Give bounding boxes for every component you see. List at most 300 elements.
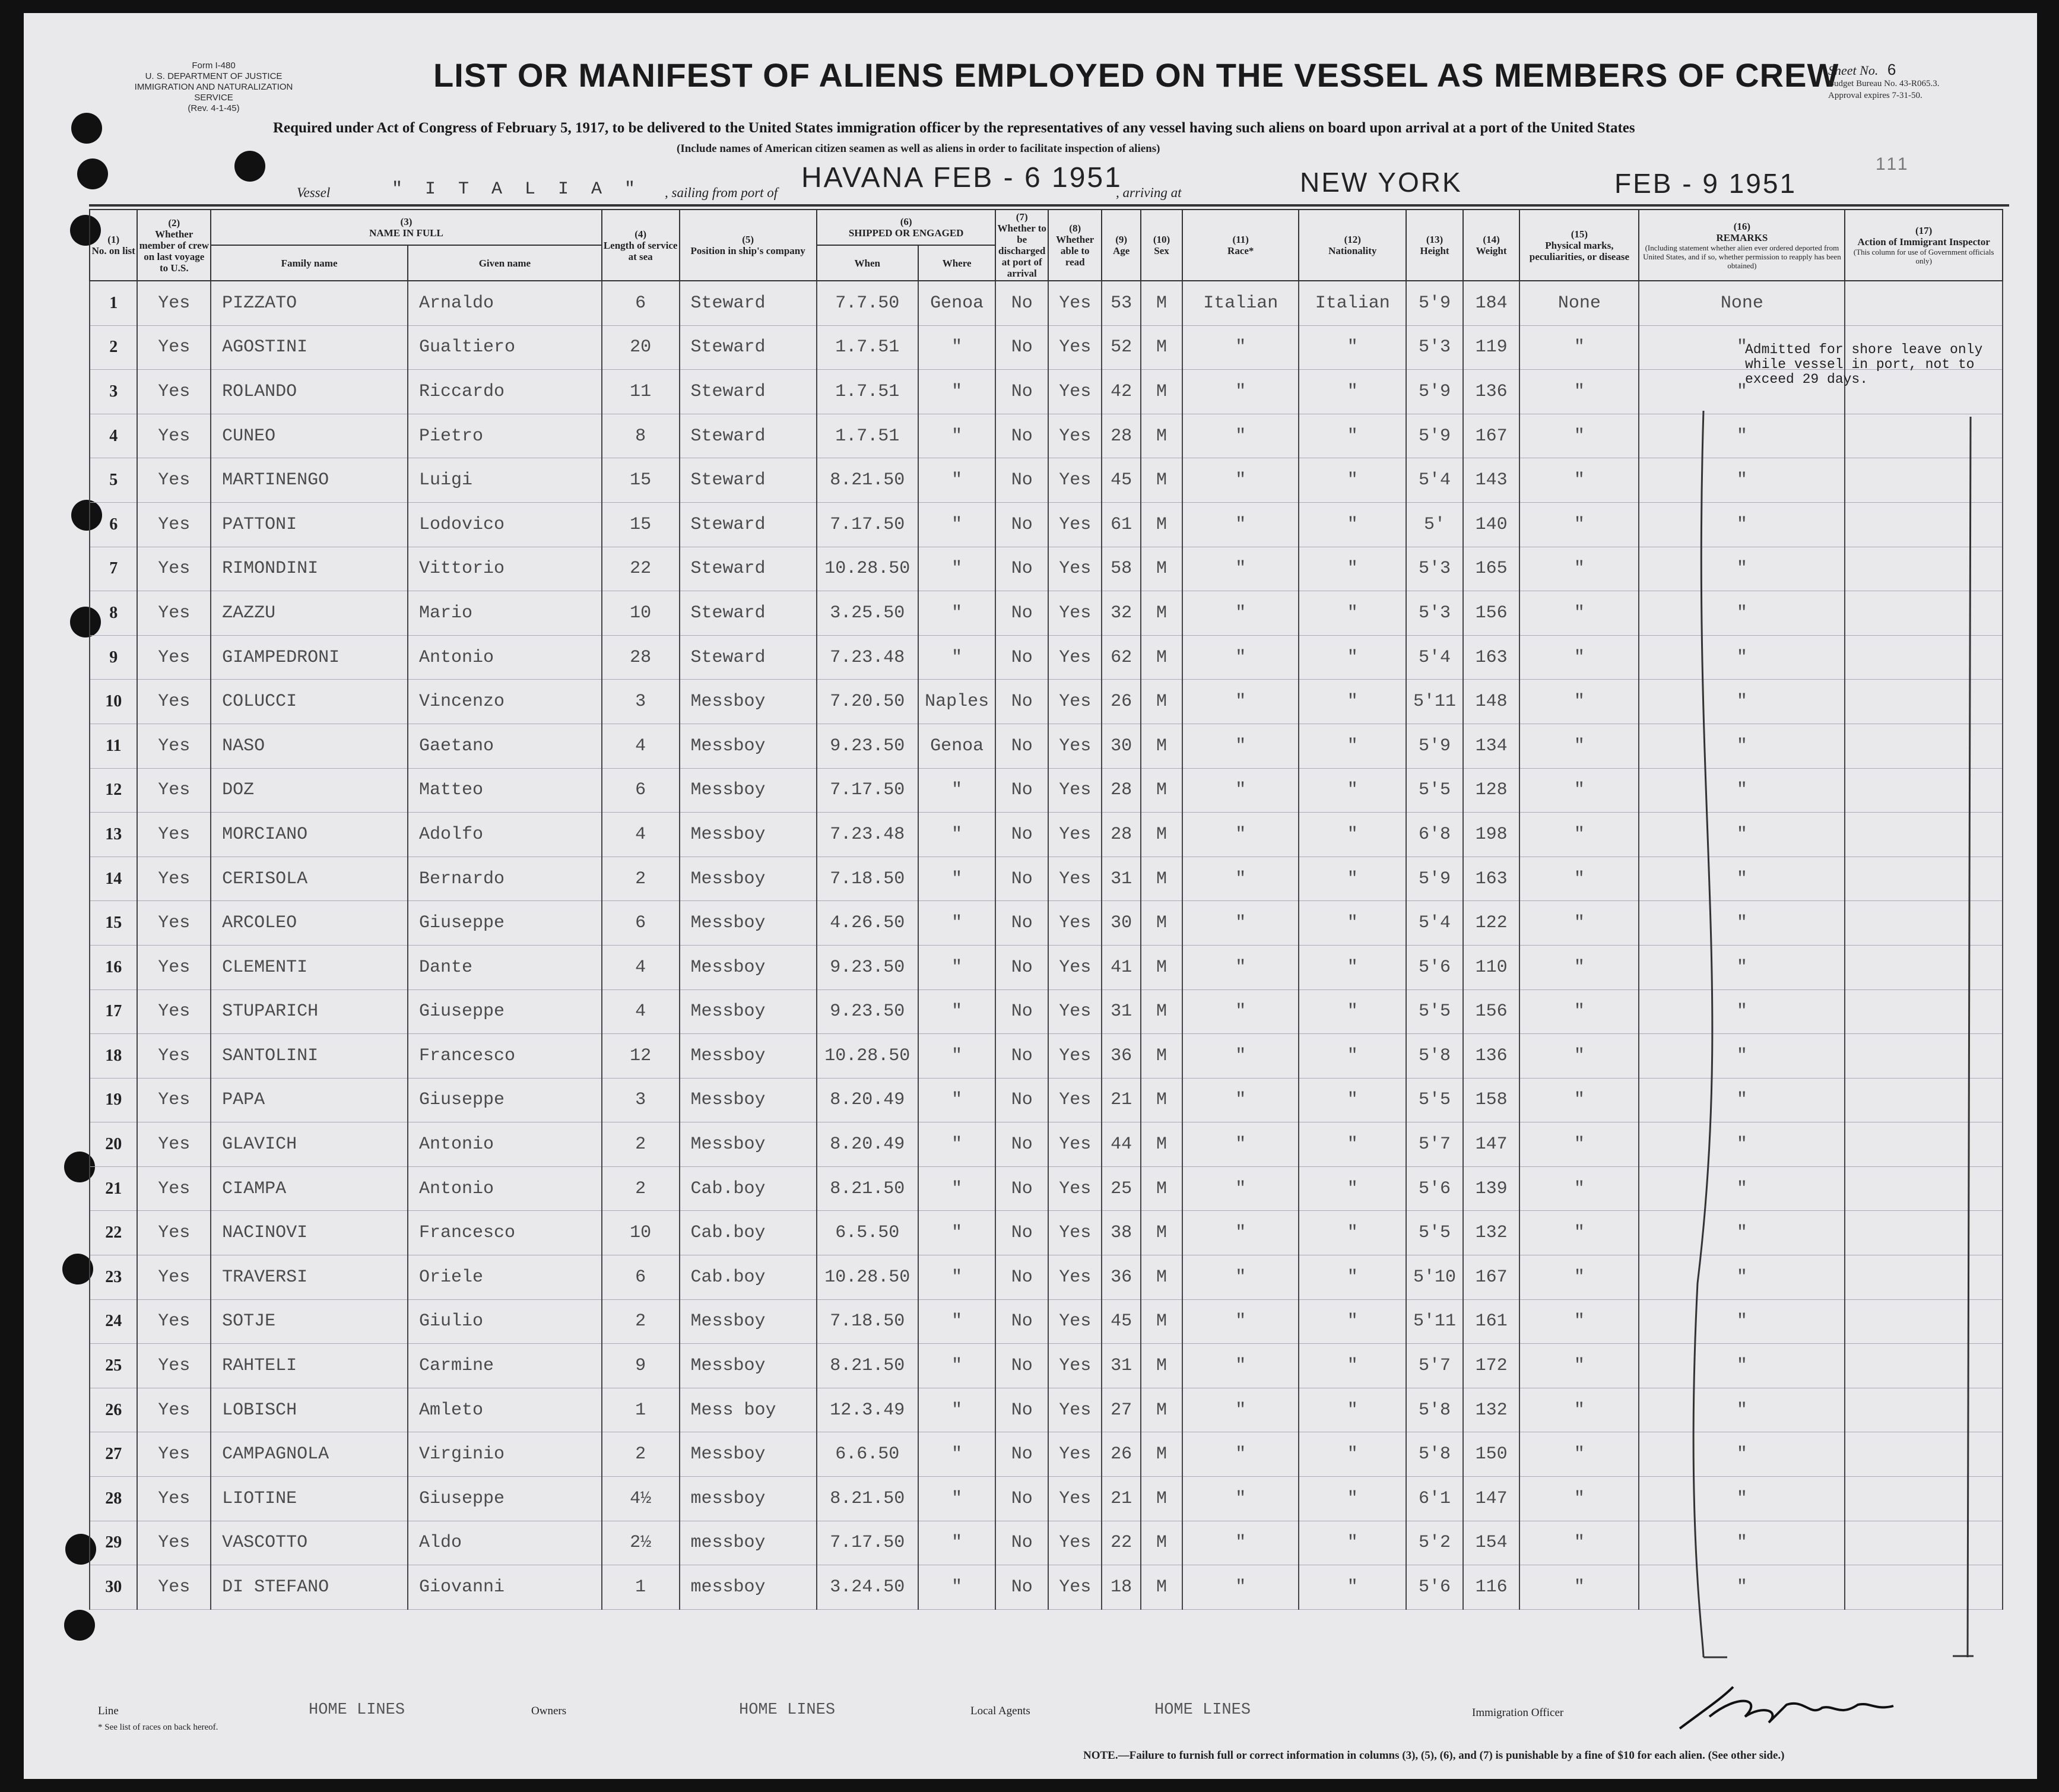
cell-age: 30 (1102, 724, 1140, 768)
cell-prior-voyage: Yes (137, 680, 211, 724)
cell-race: " (1182, 768, 1299, 813)
cell-prior-voyage: Yes (137, 901, 211, 946)
cell-age: 25 (1102, 1166, 1140, 1211)
cell-prior-voyage: Yes (137, 1521, 211, 1565)
cell-list-number: 9 (90, 635, 137, 680)
cell-prior-voyage: Yes (137, 281, 211, 325)
cell-engaged-place: " (918, 1477, 996, 1521)
cell-engaged-place: " (918, 1122, 996, 1167)
cell-service-years: 3 (602, 680, 680, 724)
cell-sex: M (1141, 1034, 1182, 1079)
sheet-label: Sheet No. (1828, 63, 1879, 78)
cell-remarks: " (1639, 989, 1845, 1034)
cell-physical-marks: " (1519, 857, 1639, 901)
cell-remarks: " (1639, 1521, 1845, 1565)
cell-physical-marks: None (1519, 281, 1639, 325)
cell-service-years: 11 (602, 370, 680, 414)
cell-engaged-date: 7.17.50 (817, 502, 918, 547)
punch-hole (71, 113, 102, 144)
cell-remarks: " (1639, 325, 1845, 370)
cell-physical-marks: " (1519, 1211, 1639, 1255)
cell-able-to-read: Yes (1048, 1388, 1102, 1432)
cell-height: 5'3 (1406, 325, 1463, 370)
cell-position: Steward (680, 502, 817, 547)
cell-position: Steward (680, 591, 817, 636)
cell-nationality: " (1299, 458, 1406, 503)
cell-physical-marks: " (1519, 768, 1639, 813)
shore-leave-note: Admitted for shore leave only while vessel in port, not to exceed 29 days. (1745, 342, 1983, 387)
cell-prior-voyage: Yes (137, 945, 211, 989)
cell-weight: 165 (1463, 547, 1520, 591)
cell-height: 5'8 (1406, 1388, 1463, 1432)
cell-list-number: 5 (90, 458, 137, 503)
cell-weight: 134 (1463, 724, 1520, 768)
cell-weight: 132 (1463, 1388, 1520, 1432)
cell-engaged-date: 8.21.50 (817, 458, 918, 503)
cell-nationality: " (1299, 1344, 1406, 1388)
cell-sex: M (1141, 768, 1182, 813)
cell-service-years: 1 (602, 1565, 680, 1610)
cell-list-number: 26 (90, 1388, 137, 1432)
cell-engaged-date: 3.25.50 (817, 591, 918, 636)
cell-prior-voyage: Yes (137, 1166, 211, 1211)
cell-able-to-read: Yes (1048, 281, 1102, 325)
cell-race: " (1182, 813, 1299, 857)
cell-height: 5'5 (1406, 768, 1463, 813)
cell-given-name: Dante (408, 945, 602, 989)
header-rule (89, 204, 2009, 207)
cell-prior-voyage: Yes (137, 635, 211, 680)
cell-age: 30 (1102, 901, 1140, 946)
cell-discharge: No (995, 1078, 1048, 1122)
cell-given-name: Giuseppe (408, 1477, 602, 1521)
cell-height: 5'6 (1406, 1166, 1463, 1211)
cell-list-number: 15 (90, 901, 137, 946)
cell-nationality: " (1299, 1388, 1406, 1432)
cell-position: messboy (680, 1521, 817, 1565)
cell-service-years: 9 (602, 1344, 680, 1388)
cell-race: " (1182, 414, 1299, 458)
cell-weight: 136 (1463, 370, 1520, 414)
cell-service-years: 3 (602, 1078, 680, 1122)
col-inspector-action-header: (17) Action of Immigrant Inspector (This column for use of Government officials only) (1845, 210, 2003, 281)
cell-service-years: 15 (602, 458, 680, 503)
cell-engaged-date: 4.26.50 (817, 901, 918, 946)
cell-service-years: 6 (602, 281, 680, 325)
cell-given-name: Antonio (408, 1166, 602, 1211)
cell-age: 28 (1102, 414, 1140, 458)
table-row (90, 281, 2003, 325)
punch-hole (234, 151, 265, 182)
cell-age: 36 (1102, 1255, 1140, 1300)
cell-weight: 198 (1463, 813, 1520, 857)
penalty-note: NOTE.—Failure to furnish full or correct information in columns (3), (5), (6), and (7) is punishable by a fine of $10 for each alien. (See other side.) (1083, 1749, 1785, 1762)
approval-expiry: Approval expires 7-31-50. (1828, 91, 1922, 100)
cell-height: 6'8 (1406, 813, 1463, 857)
cell-position: Messboy (680, 989, 817, 1034)
cell-height: 5'9 (1406, 724, 1463, 768)
cell-physical-marks: " (1519, 1344, 1639, 1388)
cell-height: 5'11 (1406, 1299, 1463, 1344)
cell-race: " (1182, 1255, 1299, 1300)
cell-race: " (1182, 1565, 1299, 1610)
cell-family-name: MORCIANO (211, 813, 408, 857)
cell-able-to-read: Yes (1048, 370, 1102, 414)
cell-able-to-read: Yes (1048, 1299, 1102, 1344)
cell-position: Steward (680, 547, 817, 591)
sheet-number: 6 (1887, 61, 1896, 78)
cell-engaged-date: 1.7.51 (817, 370, 918, 414)
cell-weight: 116 (1463, 1565, 1520, 1610)
cell-race: " (1182, 1034, 1299, 1079)
owners-label: Owners (531, 1705, 567, 1717)
cell-service-years: 4 (602, 724, 680, 768)
cell-discharge: No (995, 325, 1048, 370)
cell-discharge: No (995, 1211, 1048, 1255)
cell-race: " (1182, 680, 1299, 724)
cell-nationality: " (1299, 1255, 1406, 1300)
cell-given-name: Gaetano (408, 724, 602, 768)
cell-height: 5'4 (1406, 458, 1463, 503)
cell-able-to-read: Yes (1048, 1122, 1102, 1167)
col-physical-marks-header: (15) Physical marks, peculiarities, or disease (1519, 210, 1639, 281)
cell-list-number: 13 (90, 813, 137, 857)
cell-weight: 143 (1463, 458, 1520, 503)
cell-able-to-read: Yes (1048, 901, 1102, 946)
cell-race: " (1182, 370, 1299, 414)
cell-prior-voyage: Yes (137, 1344, 211, 1388)
cell-nationality: " (1299, 1122, 1406, 1167)
cell-able-to-read: Yes (1048, 724, 1102, 768)
cell-physical-marks: " (1519, 1078, 1639, 1122)
cell-weight: 172 (1463, 1344, 1520, 1388)
cell-sex: M (1141, 591, 1182, 636)
cell-position: Messboy (680, 680, 817, 724)
cell-discharge: No (995, 1432, 1048, 1477)
cell-nationality: " (1299, 857, 1406, 901)
cell-weight: 128 (1463, 768, 1520, 813)
cell-inspector-action (1845, 281, 2003, 325)
cell-position: Messboy (680, 724, 817, 768)
cell-sex: M (1141, 458, 1182, 503)
cell-weight: 163 (1463, 857, 1520, 901)
cell-family-name: CLEMENTI (211, 945, 408, 989)
cell-sex: M (1141, 724, 1182, 768)
cell-race: " (1182, 1432, 1299, 1477)
cell-weight: 147 (1463, 1122, 1520, 1167)
cell-able-to-read: Yes (1048, 1521, 1102, 1565)
cell-discharge: No (995, 458, 1048, 503)
cell-nationality: " (1299, 370, 1406, 414)
cell-engaged-place: " (918, 1344, 996, 1388)
cell-list-number: 7 (90, 547, 137, 591)
cell-engaged-place: " (918, 1565, 996, 1610)
cell-engaged-date: 7.17.50 (817, 1521, 918, 1565)
cell-service-years: 22 (602, 547, 680, 591)
cell-weight: 167 (1463, 414, 1520, 458)
col-discharge-header: (7) Whether to be discharged at port of arrival (995, 210, 1048, 281)
cell-age: 38 (1102, 1211, 1140, 1255)
cell-nationality: " (1299, 1078, 1406, 1122)
cell-remarks: " (1639, 458, 1845, 503)
cell-list-number: 6 (90, 502, 137, 547)
cell-prior-voyage: Yes (137, 547, 211, 591)
cell-remarks: " (1639, 813, 1845, 857)
cell-age: 26 (1102, 680, 1140, 724)
vessel-label: Vessel (297, 185, 331, 200)
cell-engaged-place: " (918, 458, 996, 503)
cell-sex: M (1141, 945, 1182, 989)
cell-service-years: 4 (602, 813, 680, 857)
budget-number: Budget Bureau No. 43-R065.3. (1828, 79, 1940, 88)
cell-physical-marks: " (1519, 1477, 1639, 1521)
cell-service-years: 20 (602, 325, 680, 370)
col-service-header: (4) Length of service at sea (602, 210, 680, 281)
cell-height: 5'7 (1406, 1344, 1463, 1388)
cell-sex: M (1141, 547, 1182, 591)
arriving-label: , arriving at (1116, 185, 1182, 200)
punch-hole (64, 1610, 95, 1641)
form-id-block (125, 61, 303, 114)
cell-list-number: 16 (90, 945, 137, 989)
cell-race: " (1182, 325, 1299, 370)
cell-sex: M (1141, 281, 1182, 325)
cell-remarks: " (1639, 370, 1845, 414)
cell-prior-voyage: Yes (137, 414, 211, 458)
cell-weight: 139 (1463, 1166, 1520, 1211)
cell-engaged-place: " (918, 1388, 996, 1432)
cell-engaged-place: " (918, 1034, 996, 1079)
cell-prior-voyage: Yes (137, 1078, 211, 1122)
cell-position: Messboy (680, 813, 817, 857)
cell-given-name: Giuseppe (408, 1078, 602, 1122)
cell-engaged-place: " (918, 1521, 996, 1565)
cell-height: 5'9 (1406, 414, 1463, 458)
cell-engaged-date: 7.7.50 (817, 281, 918, 325)
cell-remarks: " (1639, 1211, 1845, 1255)
cell-prior-voyage: Yes (137, 502, 211, 547)
arrival-date-stamp: FEB - 9 1951 (1614, 168, 1797, 199)
cell-position: Cab.boy (680, 1166, 817, 1211)
cell-physical-marks: " (1519, 1299, 1639, 1344)
cell-position: Steward (680, 370, 817, 414)
cell-family-name: STUPARICH (211, 989, 408, 1034)
cell-engaged-place: Genoa (918, 724, 996, 768)
cell-height: 5'8 (1406, 1432, 1463, 1477)
cell-prior-voyage: Yes (137, 1565, 211, 1610)
cell-service-years: 8 (602, 414, 680, 458)
cell-list-number: 21 (90, 1166, 137, 1211)
cell-service-years: 15 (602, 502, 680, 547)
cell-physical-marks: " (1519, 635, 1639, 680)
cell-sex: M (1141, 680, 1182, 724)
cell-engaged-place: Genoa (918, 281, 996, 325)
cell-engaged-date: 12.3.49 (817, 1388, 918, 1432)
cell-engaged-date: 3.24.50 (817, 1565, 918, 1610)
cell-given-name: Bernardo (408, 857, 602, 901)
cell-height: 5'2 (1406, 1521, 1463, 1565)
cell-nationality: " (1299, 945, 1406, 989)
cell-prior-voyage: Yes (137, 989, 211, 1034)
cell-position: Mess boy (680, 1388, 817, 1432)
cell-age: 58 (1102, 547, 1140, 591)
cell-service-years: 4 (602, 989, 680, 1034)
cell-engaged-date: 9.23.50 (817, 724, 918, 768)
cell-age: 28 (1102, 768, 1140, 813)
cell-sex: M (1141, 1166, 1182, 1211)
cell-list-number: 1 (90, 281, 137, 325)
cell-nationality: " (1299, 901, 1406, 946)
cell-list-number: 28 (90, 1477, 137, 1521)
cell-age: 45 (1102, 1299, 1140, 1344)
cell-list-number: 3 (90, 370, 137, 414)
cell-given-name: Oriele (408, 1255, 602, 1300)
col-read-header: (8) Whether able to read (1048, 210, 1102, 281)
cell-position: Steward (680, 281, 817, 325)
col-where-header: Where (918, 245, 996, 281)
cell-remarks: " (1639, 591, 1845, 636)
cell-given-name: Vincenzo (408, 680, 602, 724)
cell-engaged-place: " (918, 857, 996, 901)
cell-remarks: " (1639, 1344, 1845, 1388)
cell-nationality: " (1299, 1521, 1406, 1565)
cell-height: 5'4 (1406, 635, 1463, 680)
cell-physical-marks: " (1519, 813, 1639, 857)
cell-service-years: 6 (602, 901, 680, 946)
cell-height: 5'9 (1406, 370, 1463, 414)
cell-weight: 161 (1463, 1299, 1520, 1344)
cell-age: 27 (1102, 1388, 1140, 1432)
cell-engaged-place: " (918, 1432, 996, 1477)
cell-list-number: 23 (90, 1255, 137, 1300)
cell-sex: M (1141, 502, 1182, 547)
cell-family-name: PAPA (211, 1078, 408, 1122)
cell-engaged-date: 6.6.50 (817, 1432, 918, 1477)
cell-nationality: " (1299, 1565, 1406, 1610)
cell-position: Messboy (680, 1078, 817, 1122)
cell-prior-voyage: Yes (137, 857, 211, 901)
cell-sex: M (1141, 1078, 1182, 1122)
cell-remarks: " (1639, 1565, 1845, 1610)
cell-age: 28 (1102, 813, 1140, 857)
cell-race: " (1182, 1388, 1299, 1432)
cell-remarks: " (1639, 1034, 1845, 1079)
cell-nationality: " (1299, 768, 1406, 813)
owners-value: HOME LINES (739, 1701, 836, 1719)
cell-list-number: 20 (90, 1122, 137, 1167)
cell-physical-marks: " (1519, 591, 1639, 636)
cell-given-name: Giovanni (408, 1565, 602, 1610)
cell-engaged-place: " (918, 414, 996, 458)
cell-nationality: " (1299, 813, 1406, 857)
cell-able-to-read: Yes (1048, 458, 1102, 503)
col-sex-header: (10) Sex (1141, 210, 1182, 281)
cell-sex: M (1141, 1255, 1182, 1300)
col-shipped-header: (6) SHIPPED OR ENGAGED (817, 210, 996, 245)
cell-engaged-date: 8.20.49 (817, 1122, 918, 1167)
col-age-header: (9) Age (1102, 210, 1140, 281)
cell-sex: M (1141, 370, 1182, 414)
cell-sex: M (1141, 813, 1182, 857)
cell-physical-marks: " (1519, 1166, 1639, 1211)
cell-age: 42 (1102, 370, 1140, 414)
races-note: * See list of races on back hereof. (98, 1723, 218, 1732)
cell-nationality: " (1299, 680, 1406, 724)
cell-weight: 136 (1463, 1034, 1520, 1079)
cell-list-number: 24 (90, 1299, 137, 1344)
manifest-sheet (24, 13, 2037, 1779)
cell-age: 62 (1102, 635, 1140, 680)
cell-race: " (1182, 1299, 1299, 1344)
local-agents-value: HOME LINES (1154, 1701, 1251, 1719)
cell-able-to-read: Yes (1048, 1166, 1102, 1211)
cell-given-name: Giuseppe (408, 989, 602, 1034)
cell-given-name: Carmine (408, 1344, 602, 1388)
cell-engaged-date: 8.21.50 (817, 1477, 918, 1521)
cell-engaged-place: " (918, 1299, 996, 1344)
sheet-number-block (1828, 61, 1896, 79)
cell-engaged-place: " (918, 547, 996, 591)
cell-discharge: No (995, 813, 1048, 857)
cell-prior-voyage: Yes (137, 1477, 211, 1521)
cell-service-years: 12 (602, 1034, 680, 1079)
cell-race: " (1182, 901, 1299, 946)
cell-discharge: No (995, 1388, 1048, 1432)
cell-position: Cab.boy (680, 1211, 817, 1255)
cell-nationality: " (1299, 1211, 1406, 1255)
cell-age: 52 (1102, 325, 1140, 370)
cell-prior-voyage: Yes (137, 813, 211, 857)
cell-position: Messboy (680, 1299, 817, 1344)
cell-sex: M (1141, 1432, 1182, 1477)
agency-service: IMMIGRATION AND NATURALIZATION SERVICE (134, 82, 293, 103)
cell-able-to-read: Yes (1048, 547, 1102, 591)
cell-prior-voyage: Yes (137, 1122, 211, 1167)
cell-discharge: No (995, 1477, 1048, 1521)
col-when-header: When (817, 245, 918, 281)
cell-height: 5'3 (1406, 591, 1463, 636)
cell-given-name: Adolfo (408, 813, 602, 857)
cell-position: messboy (680, 1477, 817, 1521)
cell-prior-voyage: Yes (137, 1388, 211, 1432)
cell-given-name: Matteo (408, 768, 602, 813)
cell-physical-marks: " (1519, 458, 1639, 503)
cell-sex: M (1141, 1344, 1182, 1388)
cell-able-to-read: Yes (1048, 591, 1102, 636)
cell-weight: 140 (1463, 502, 1520, 547)
cell-remarks: " (1639, 768, 1845, 813)
cell-remarks: " (1639, 635, 1845, 680)
cell-height: 5'10 (1406, 1255, 1463, 1300)
cell-remarks: " (1639, 547, 1845, 591)
cell-weight: 132 (1463, 1211, 1520, 1255)
cell-discharge: No (995, 370, 1048, 414)
cell-list-number: 10 (90, 680, 137, 724)
cell-position: Steward (680, 458, 817, 503)
cell-nationality: " (1299, 1034, 1406, 1079)
col-name-header: (3) NAME IN FULL (211, 210, 602, 245)
cell-remarks: " (1639, 502, 1845, 547)
cell-race: " (1182, 635, 1299, 680)
col-given-name-header: Given name (408, 245, 602, 281)
cell-physical-marks: " (1519, 1388, 1639, 1432)
cell-remarks: " (1639, 1299, 1845, 1344)
cell-weight: 122 (1463, 901, 1520, 946)
cell-sex: M (1141, 1565, 1182, 1610)
cell-age: 26 (1102, 1432, 1140, 1477)
cell-able-to-read: Yes (1048, 989, 1102, 1034)
cell-position: Messboy (680, 945, 817, 989)
